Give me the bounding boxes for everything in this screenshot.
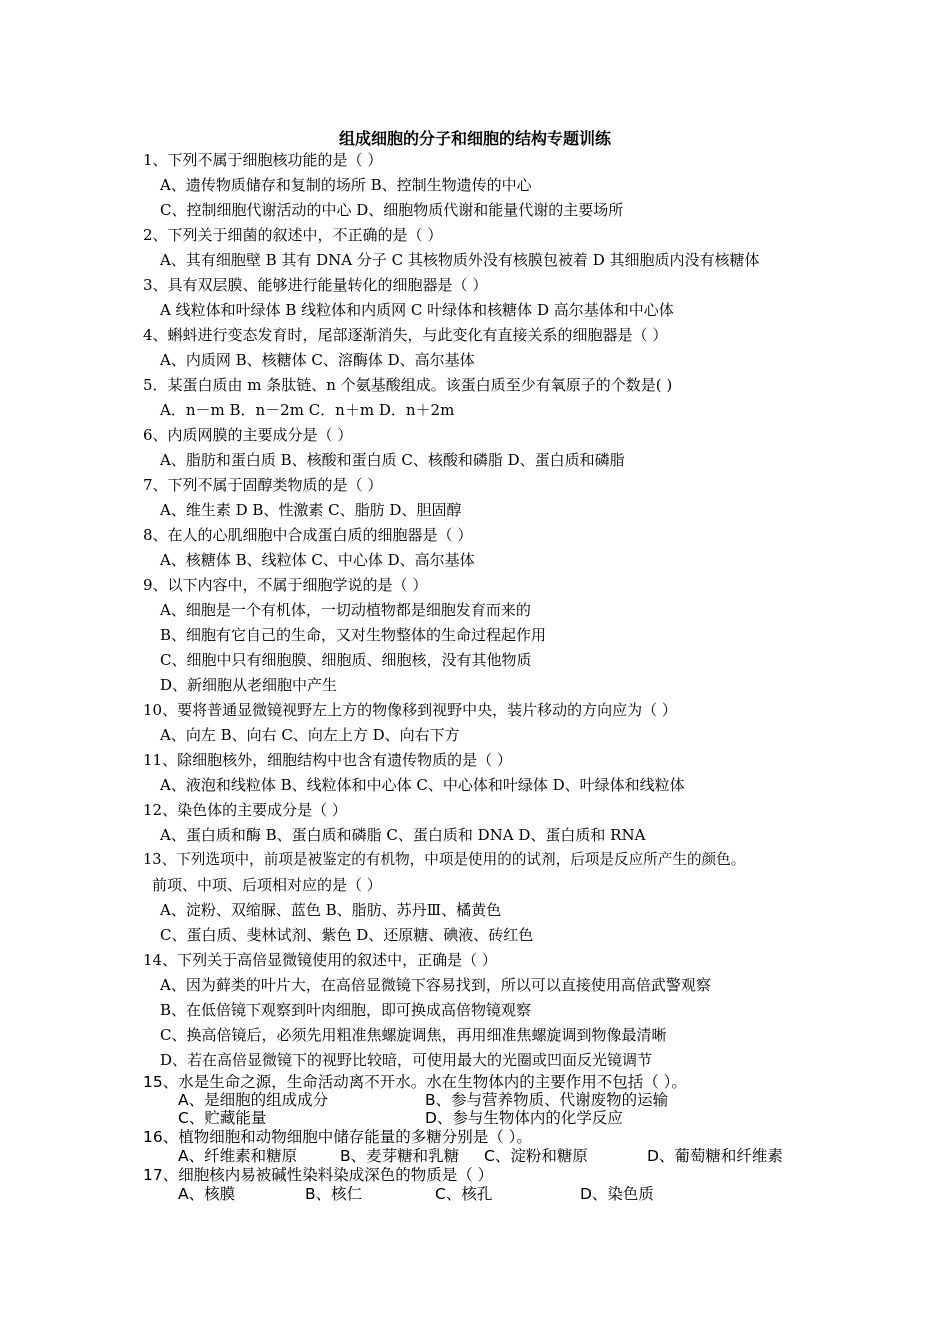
q16-option-c: C、淀粉和糖原 xyxy=(484,1147,588,1165)
q17-option-d: D、染色质 xyxy=(580,1185,654,1203)
q1-options-cd: C、控制细胞代谢活动的中心 D、细胞物质代谢和能量代谢的主要场所 xyxy=(160,201,624,219)
q8-options: A、核糖体 B、线粒体 C、中心体 D、高尔基体 xyxy=(160,551,475,569)
question-14: 14、下列关于高倍显微镜使用的叙述中，正确是（ ） xyxy=(143,951,497,969)
q15-option-a: A、是细胞的组成成分 xyxy=(178,1091,329,1109)
q14-option-b: B、在低倍镜下观察到叶肉细胞，即可换成高倍物镜观察 xyxy=(160,1001,532,1019)
question-4: 4、蝌蚪进行变态发育时，尾部逐渐消失，与此变化有直接关系的细胞器是（ ） xyxy=(143,326,668,344)
q12-options: A、蛋白质和酶 B、蛋白质和磷脂 C、蛋白质和 DNA D、蛋白质和 RNA xyxy=(160,826,646,844)
q17-option-c: C、核孔 xyxy=(435,1185,493,1203)
q17-option-b: B、核仁 xyxy=(305,1185,363,1203)
page-title: 组成细胞的分子和细胞的结构专题训练 xyxy=(338,129,611,148)
q13-options-cd: C、蛋白质、斐林试剂、紫色 D、还原糖、碘液、砖红色 xyxy=(160,926,534,944)
question-5: 5．某蛋白质由 m 条肽链、n 个氨基酸组成。该蛋白质至少有氧原子的个数是( ) xyxy=(143,376,673,394)
question-6: 6、内质网膜的主要成分是（ ） xyxy=(143,426,353,444)
q14-option-d: D、若在高倍显微镜下的视野比较暗，可使用最大的光圈或凹面反光镜调节 xyxy=(160,1051,653,1069)
q16-option-d: D、葡萄糖和纤维素 xyxy=(647,1147,783,1165)
q15-options-row1 xyxy=(0,1090,950,1110)
q9-option-d: D、新细胞从老细胞中产生 xyxy=(160,676,338,694)
q15-option-c: C、贮藏能量 xyxy=(178,1109,267,1127)
q13-options-ab: A、淀粉、双缩脲、蓝色 B、脂肪、苏丹Ⅲ、橘黄色 xyxy=(160,901,502,919)
question-3: 3、具有双层膜、能够进行能量转化的细胞器是（ ） xyxy=(143,276,488,294)
question-9: 9、以下内容中，不属于细胞学说的是（ ） xyxy=(143,576,428,594)
question-2: 2、下列关于细菌的叙述中，不正确的是（ ） xyxy=(143,226,443,244)
question-17: 17、细胞核内易被碱性染料染成深色的物质是（ ） xyxy=(143,1166,494,1184)
q16-option-a: A、纤维素和糖原 xyxy=(178,1147,298,1165)
question-15: 15、水是生命之源，生命活动离不开水。水在生物体内的主要作用不包括（ ）。 xyxy=(143,1073,687,1091)
q5-options: A．n－m B．n－2m C．n＋m D．n＋2m xyxy=(160,401,455,419)
question-1: 1、下列不属于细胞核功能的是（ ） xyxy=(143,151,383,169)
q14-option-c: C、换高倍镜后，必须先用粗准焦螺旋调焦，再用细准焦螺旋调到物像最清晰 xyxy=(160,1026,667,1044)
q9-option-b: B、细胞有它自己的生命，又对生物整体的生命过程起作用 xyxy=(160,626,547,644)
q9-option-a: A、细胞是一个有机体，一切动植物都是细胞发育而来的 xyxy=(160,601,531,619)
q4-options: A、内质网 B、核糖体 C、溶酶体 D、高尔基体 xyxy=(160,351,475,369)
q17-option-a: A、核膜 xyxy=(178,1185,236,1203)
question-8: 8、在人的心肌细胞中合成蛋白质的细胞器是（ ） xyxy=(143,526,473,544)
q9-option-c: C、细胞中只有细胞膜、细胞质、细胞核，没有其他物质 xyxy=(160,651,532,669)
q14-option-a: A、因为藓类的叶片大，在高倍显微镜下容易找到，所以可以直接使用高倍武警观察 xyxy=(160,976,711,994)
q11-options: A、液泡和线粒体 B、线粒体和中心体 C、中心体和叶绿体 D、叶绿体和线粒体 xyxy=(160,776,685,794)
question-11: 11、除细胞核外，细胞结构中也含有遗传物质的是（ ） xyxy=(143,751,512,769)
q6-options: A、脂肪和蛋白质 B、核酸和蛋白质 C、核酸和磷脂 D、蛋白质和磷脂 xyxy=(160,451,625,469)
q16-options-row xyxy=(0,1146,950,1166)
q15-option-b: B、参与营养物质、代谢废物的运输 xyxy=(425,1091,669,1109)
q17-options-row xyxy=(0,1184,950,1204)
question-13-cont: 前项、中项、后项相对应的是（ ） xyxy=(152,876,382,894)
q15-option-d: D、参与生物体内的化学反应 xyxy=(425,1109,623,1127)
q2-options: A、其有细胞壁 B 其有 DNA 分子 C 其核物质外没有核膜包被着 D 其细胞质内没有核糖体 xyxy=(160,251,760,269)
question-16: 16、植物细胞和动物细胞中储存能量的多糖分别是（ ）。 xyxy=(143,1128,532,1146)
q7-options: A、维生素 D B、性激素 C、脂肪 D、胆固醇 xyxy=(160,501,462,519)
question-10: 10、要将普通显微镜视野左上方的物像移到视野中央，装片移动的方向应为（ ） xyxy=(143,701,677,719)
q15-options-row2 xyxy=(0,1108,950,1128)
q10-options: A、向左 B、向右 C、向左上方 D、向右下方 xyxy=(160,726,460,744)
question-12: 12、染色体的主要成分是（ ） xyxy=(143,801,347,819)
q3-options: A 线粒体和叶绿体 B 线粒体和内质网 C 叶绿体和核糖体 D 高尔基体和中心体 xyxy=(160,301,674,319)
q1-options-ab: A、遗传物质储存和复制的场所 B、控制生物遗传的中心 xyxy=(160,176,532,194)
q16-option-b: B、麦芽糖和乳糖 xyxy=(340,1147,460,1165)
question-7: 7、下列不属于固醇类物质的是（ ） xyxy=(143,476,383,494)
question-13: 13、下列选项中，前项是被鉴定的有机物，中项是使用的的试剂，后项是反应所产生的颜色。 xyxy=(143,851,746,868)
